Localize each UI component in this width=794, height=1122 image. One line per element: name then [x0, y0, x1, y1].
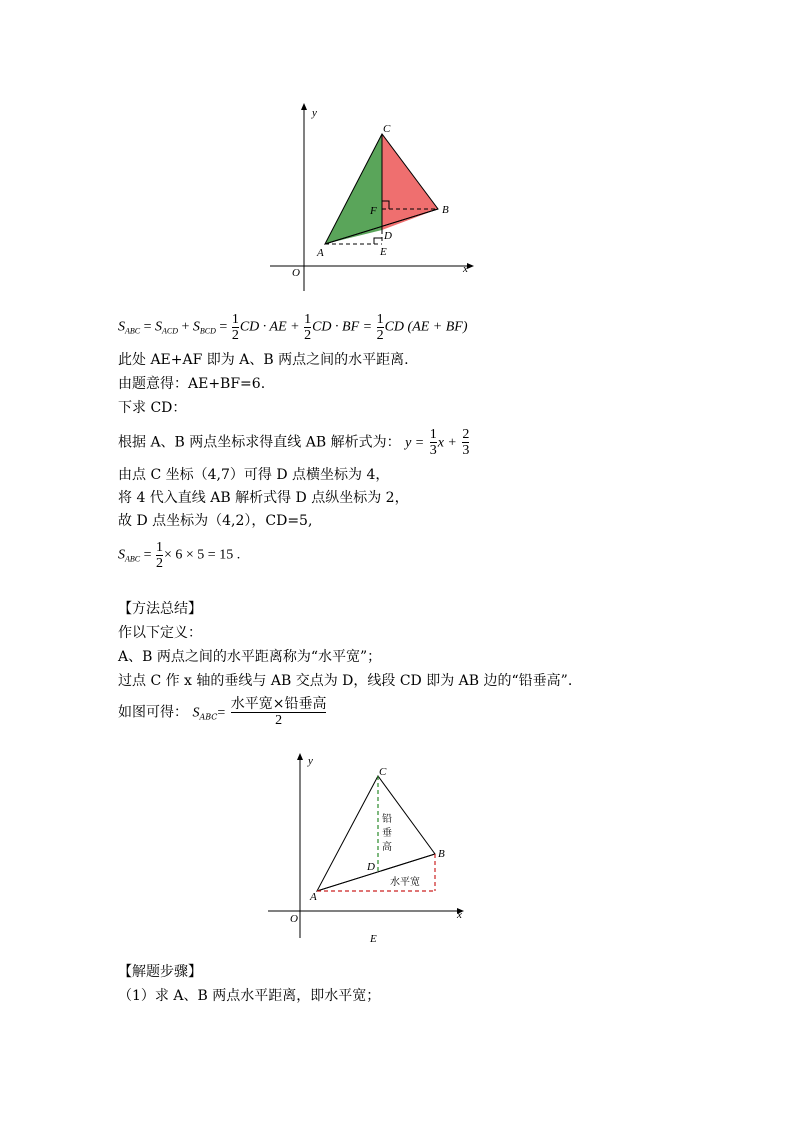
step-1: （1）求 A、B 两点水平距离，即水平宽；	[118, 988, 381, 1004]
label-vertical-1: 铅	[382, 814, 392, 825]
label-horizontal: 水平宽	[390, 877, 420, 888]
label-vertical-2: 垂	[382, 828, 392, 839]
text-line-4: 根据 A、B 两点坐标求得直线 AB 解析式为： y = $\frac{1}{3}$ x + $\frac{2}{3}$	[118, 427, 470, 458]
label-b: B	[438, 848, 445, 860]
label-x: x	[457, 909, 462, 921]
formula-area-split: $S_{ABC} = S_{ACD} + S_{BCD}$ = $\frac{1}{2}$ CD · AE + $\frac{1}{2}$ CD · BF = $\frac{1}{2}$ CD (AE + BF)	[118, 312, 468, 343]
label-o: O	[292, 267, 300, 279]
label-x: x	[463, 263, 468, 275]
text-line-5: 由点 C 坐标（4,7）可得 D 点横坐标为 4，	[118, 467, 390, 483]
definition-intro: 作以下定义：	[118, 625, 202, 641]
label-b: B	[442, 204, 449, 216]
label-y: y	[308, 755, 313, 767]
text-line-3: 下求 CD：	[118, 400, 187, 416]
label-c: C	[383, 123, 391, 135]
figure-triangle-labeled	[262, 748, 482, 953]
summary-title: 【方法总结】	[118, 601, 202, 617]
label-c: C	[379, 766, 387, 778]
x-axis-arrow-icon	[467, 263, 474, 269]
label-d: D	[367, 861, 375, 873]
right-angle-e	[374, 238, 382, 244]
y-axis-arrow-icon	[297, 753, 303, 760]
triangle-outline	[317, 776, 435, 891]
steps-title: 【解题步骤】	[118, 964, 202, 980]
text-line-6: 将 4 代入直线 AB 解析式得 D 点纵坐标为 2，	[118, 490, 409, 506]
label-y: y	[312, 107, 317, 119]
label-o: O	[290, 913, 298, 925]
label-a: A	[310, 891, 317, 903]
text-line-7: 故 D 点坐标为（4,2），CD=5,	[118, 513, 313, 529]
triangle-bcd-fill	[382, 134, 438, 230]
text-line-1: 此处 AE+AF 即为 A、B 两点之间的水平距离.	[118, 352, 409, 368]
formula-area-result: $S_{ABC}$ = $\frac{1}{2}$ × 6 × 5 = 15 .	[118, 540, 241, 571]
y-axis-arrow-icon	[301, 103, 307, 110]
label-f: F	[370, 205, 377, 217]
definition-horizontal: A、B 两点之间的水平距离称为“水平宽”；	[118, 649, 382, 665]
text-line-2: 由题意得：AE+BF=6.	[118, 376, 266, 392]
label-e: E	[380, 246, 387, 258]
label-d: D	[384, 230, 392, 242]
label-vertical-3: 高	[382, 842, 392, 853]
figure-triangle-colored	[262, 96, 482, 296]
definition-vertical: 过点 C 作 x 轴的垂线与 AB 交点为 D，线段 CD 即为 AB 边的“铅垂高”.	[118, 673, 573, 689]
label-a: A	[317, 247, 324, 259]
figure-caption: E	[370, 933, 377, 945]
area-rule: 如图可得： $S_{ABC}=$ $\frac{\text{水平宽×铅垂高}}{2}$	[118, 696, 327, 728]
